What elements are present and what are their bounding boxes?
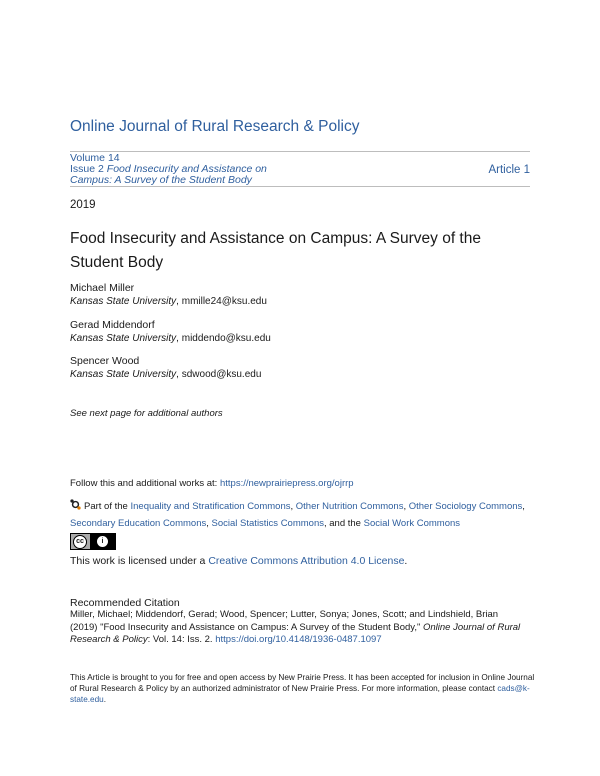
article-link[interactable]: Article 1 xyxy=(488,164,530,176)
author-entry: Gerad Middendorf Kansas State University, middendo@ksu.edu xyxy=(70,319,271,344)
citation-title: (2019) "Food Insecurity and Assistance on Campus: A Survey of the Student Body," xyxy=(70,621,423,633)
author-affiliation: Kansas State University xyxy=(70,369,177,380)
contact-email-link[interactable]: cads@k-state.edu xyxy=(70,684,530,704)
author-name: Spencer Wood xyxy=(70,355,140,367)
author-email: sdwood@ksu.edu xyxy=(181,369,262,380)
journal-title[interactable]: Online Journal of Rural Research & Policy xyxy=(70,118,360,135)
citation-heading: Recommended Citation xyxy=(70,597,180,609)
license-suffix: . xyxy=(404,555,408,567)
issue-title-line2[interactable]: Campus: A Survey of the Student Body xyxy=(70,174,252,186)
publication-year: 2019 xyxy=(70,199,96,211)
attribution-icon: i xyxy=(97,536,108,547)
follow-line xyxy=(70,478,354,489)
volume-link[interactable]: Volume 14 xyxy=(70,152,120,164)
commons-link[interactable]: Inequality and Stratification Commons xyxy=(130,501,291,512)
repository-link[interactable]: https://newprairiepress.org/ojrrp xyxy=(219,478,354,489)
commons-link[interactable]: Social Statistics Commons xyxy=(211,518,324,529)
citation-journal: Online Journal of Rural Research & Policy xyxy=(70,621,521,645)
issue-title-line1[interactable]: Food Insecurity and Assistance on xyxy=(106,163,267,175)
part-of-prefix: Part of the xyxy=(84,501,131,512)
divider xyxy=(70,151,530,152)
issue-number[interactable]: Issue 2 xyxy=(70,163,104,175)
separator: , and the xyxy=(323,518,364,529)
badge-dark-panel xyxy=(90,534,115,549)
issue-info xyxy=(70,153,267,186)
cc-license-badge[interactable] xyxy=(70,533,116,550)
citation-body xyxy=(70,609,540,647)
part-of-commons xyxy=(70,498,540,532)
author-entry: Michael Miller Kansas State University, mmille24@ksu.edu xyxy=(70,282,267,307)
separator: , xyxy=(403,501,409,512)
author-entry: Spencer Wood Kansas State University, sdwood@ksu.edu xyxy=(70,355,262,380)
license-link[interactable]: Creative Commons Attribution 4.0 License xyxy=(208,555,405,567)
footer-end: . xyxy=(103,695,106,704)
footer-notice xyxy=(70,672,540,705)
author-affiliation: Kansas State University xyxy=(70,296,177,307)
see-next-page-note: See next page for additional authors xyxy=(70,408,223,419)
article-title: Food Insecurity and Assistance on Campus: A Survey of the Student Body xyxy=(70,230,481,271)
separator: , xyxy=(290,501,296,512)
doi-link[interactable]: https://doi.org/10.4148/1936-0487.1097 xyxy=(215,634,382,645)
license-prefix: This work is licensed under a xyxy=(70,555,209,567)
author-name: Gerad Middendorf xyxy=(70,319,155,331)
citation-volume: : Vol. 14: Iss. 2. xyxy=(147,634,216,645)
citation-authors: Miller, Michael; Middendorf, Gerad; Wood, Spencer; Lutter, Sonya; Jones, Scott; and Lindshield, Brian xyxy=(70,609,499,620)
footer-text: This Article is brought to you for free and open access by New Prairie Press. It has been accepted for inclusion in Online Journal of Rural Research & Policy by an authorized administrator of New Prairie Press. For more information, please contact xyxy=(70,673,535,693)
commons-link[interactable]: Other Sociology Commons xyxy=(408,501,523,512)
follow-text: Follow this and additional works at: xyxy=(70,478,220,489)
license-line xyxy=(70,555,407,567)
cc-icon: cc xyxy=(73,535,87,549)
divider xyxy=(70,186,530,187)
author-email: mmille24@ksu.edu xyxy=(181,296,267,307)
commons-link[interactable]: Other Nutrition Commons xyxy=(295,501,404,512)
separator: , xyxy=(522,501,525,512)
author-name: Michael Miller xyxy=(70,282,135,294)
commons-link[interactable]: Social Work Commons xyxy=(363,518,461,529)
separator: , xyxy=(206,518,212,529)
network-icon xyxy=(70,499,81,510)
author-affiliation: Kansas State University xyxy=(70,333,177,344)
commons-link[interactable]: Secondary Education Commons xyxy=(70,518,207,529)
author-email: middendo@ksu.edu xyxy=(181,333,271,344)
